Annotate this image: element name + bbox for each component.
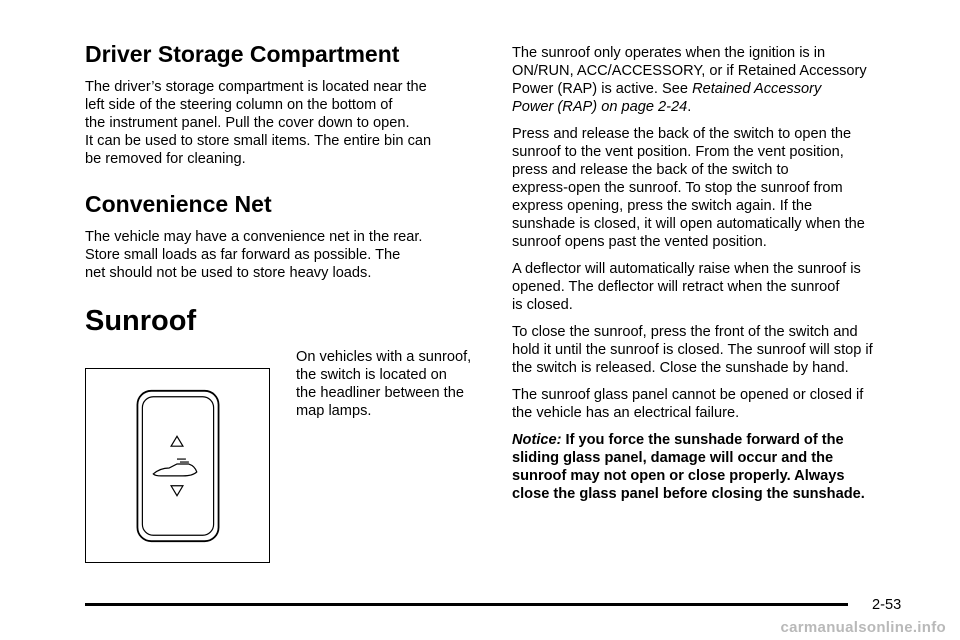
page-number: 2-53: [872, 597, 902, 613]
section-title-sunroof: Sunroof: [85, 305, 197, 337]
notice-paragraph: [512, 431, 917, 503]
sunroof-switch-figure: [85, 368, 270, 563]
sunroof-body: On vehicles with a sunroof, the switch is located on the headliner between the map lamps.: [296, 349, 472, 419]
notice-label: Notice:: [512, 432, 562, 448]
ignition-text: The sunroof only operates when the ignition is in ON/RUN, ACC/ACCESSORY, or if Retained Accessory Power (RAP) is active. See: [512, 45, 867, 97]
section-title-convenience-net: Convenience Net: [85, 191, 272, 217]
driver-storage-body: The driver’s storage compartment is located near the left side of the steering column on the bottom of the instrument panel. Pull the cover down to open. It can be used to store small items. The entire bin can be removed for cleaning.: [85, 79, 432, 167]
footer-rule: [85, 603, 848, 606]
deflector-paragraph: A deflector will automatically raise when the sunroof is opened. The deflector will retract when the sunroof is closed.: [512, 261, 861, 313]
open-paragraph: Press and release the back of the switch to open the sunroof to the vent position. From the vent position, press and release the back of the switch to express-open the sunroof. To stop the sunroof from express opening, press the switch again. If the sunshade is closed, it will open automatically when the sunroof opens past the vented position.: [512, 126, 865, 250]
close-paragraph: To close the sunroof, press the front of the switch and hold it until the sunroof is closed. The sunroof will stop if the switch is released. Close the sunshade by hand.: [512, 324, 873, 376]
ignition-paragraph: [512, 44, 917, 116]
sunroof-figure-row: [85, 348, 485, 568]
section-title-driver-storage: Driver Storage Compartment: [85, 41, 400, 67]
rap-reference-link[interactable]: Retained Accessory Power (RAP) on page 2-24: [512, 81, 822, 115]
notice-text: If you force the sunshade forward of the sliding glass panel, damage will occur and the sunroof may not open or close properly. Always close the glass panel before closing the sunshade.: [512, 432, 865, 502]
sunroof-switch-icon: [86, 369, 269, 562]
left-column: [85, 40, 485, 568]
failure-paragraph: The sunroof glass panel cannot be opened or closed if the vehicle has an electrical failure.: [512, 387, 864, 421]
ignition-text-end: .: [687, 99, 692, 115]
convenience-net-body: The vehicle may have a convenience net in the rear. Store small loads as far forward as possible. The net should not be used to store heavy loads.: [85, 229, 423, 281]
right-column: [512, 44, 917, 512]
watermark: carmanualsonline.info: [780, 619, 946, 636]
